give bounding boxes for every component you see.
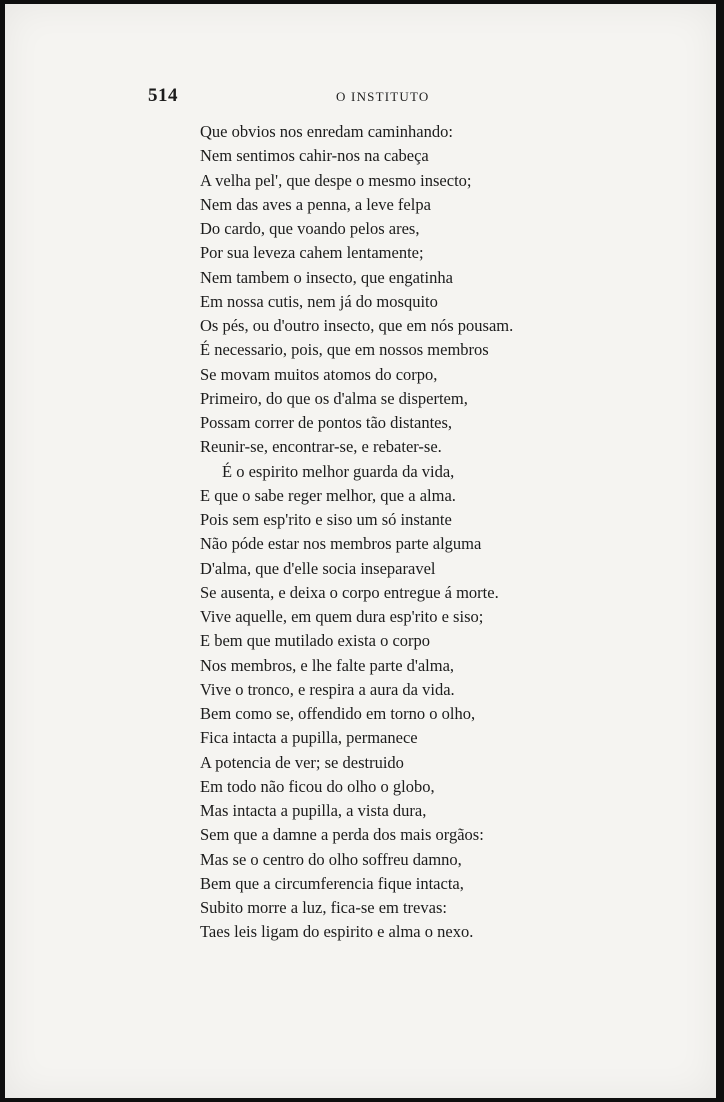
poem-line: Mas se o centro do olho soffreu damno,	[200, 849, 462, 869]
poem-line: Nos membros, e lhe falte parte d'alma,	[200, 655, 455, 675]
poem-line: É necessario, pois, que em nossos membros	[200, 340, 489, 360]
poem-line: Mas intacta a pupilla, a vista dura,	[200, 801, 427, 820]
poem-line: E bem que mutilado exista o corpo	[200, 631, 431, 651]
poem-line: Pois sem esp'rito e siso um só instante	[200, 510, 452, 529]
poem-line: Por sua leveza cahem lentamente;	[200, 243, 424, 263]
poem-line: Do cardo, que voando pelos ares,	[200, 219, 420, 238]
poem-line: Nem sentimos cahir-nos na cabeça	[200, 146, 429, 166]
poem-line: Primeiro, do que os d'alma se dispertem,	[200, 388, 468, 408]
poem-line: Reunir-se, encontrar-se, e rebater-se.	[200, 437, 442, 457]
poem-text	[200, 120, 600, 945]
poem-line: A velha pel', que despe o mesmo insecto;	[200, 170, 472, 190]
poem-line: D'alma, que d'elle socia inseparavel	[200, 558, 436, 578]
poem-line: Nem tambem o insecto, que engatinha	[200, 267, 453, 287]
poem-line: Subito morre a luz, fica-se em trevas:	[200, 898, 447, 917]
poem-line: E que o sabe reger melhor, que a alma.	[200, 485, 456, 505]
page-number: 514	[148, 85, 178, 106]
poem-line: Se ausenta, e deixa o corpo entregue á morte.	[200, 582, 499, 602]
poem-line: Bem como se, offendido em torno o olho,	[200, 704, 476, 723]
poem-line: Em nossa cutis, nem já do mosquito	[200, 291, 438, 311]
poem-line: A potencia de ver; se destruido	[200, 752, 404, 772]
poem-line: Fica intacta a pupilla, permanece	[200, 728, 418, 748]
running-title: O INSTITUTO	[336, 89, 430, 104]
poem-line: Em todo não ficou do olho o globo,	[200, 776, 435, 796]
poem-line: Possam correr de pontos tão distantes,	[200, 413, 453, 432]
poem-line: Nem das aves a penna, a leve felpa	[200, 194, 431, 214]
poem-line: Não póde estar nos membros parte alguma	[200, 534, 482, 554]
poem-line: Sem que a damne a perda dos mais orgãos:	[200, 825, 484, 845]
poem-line: Bem que a circumferencia fique intacta,	[200, 873, 464, 893]
poem-line: Que obvios nos enredam caminhando:	[200, 122, 453, 141]
poem-line: É o espirito melhor guarda da vida,	[222, 461, 455, 481]
poem-line: Vive o tronco, e respira a aura da vida.	[200, 679, 455, 699]
poem-line: Taes leis ligam do espirito e alma o nexo.	[200, 922, 474, 942]
poem-line: Vive aquelle, em quem dura esp'rito e siso;	[200, 607, 484, 626]
poem-line: Os pés, ou d'outro insecto, que em nós pousam.	[200, 316, 514, 335]
poem-line: Se movam muitos atomos do corpo,	[200, 364, 438, 384]
